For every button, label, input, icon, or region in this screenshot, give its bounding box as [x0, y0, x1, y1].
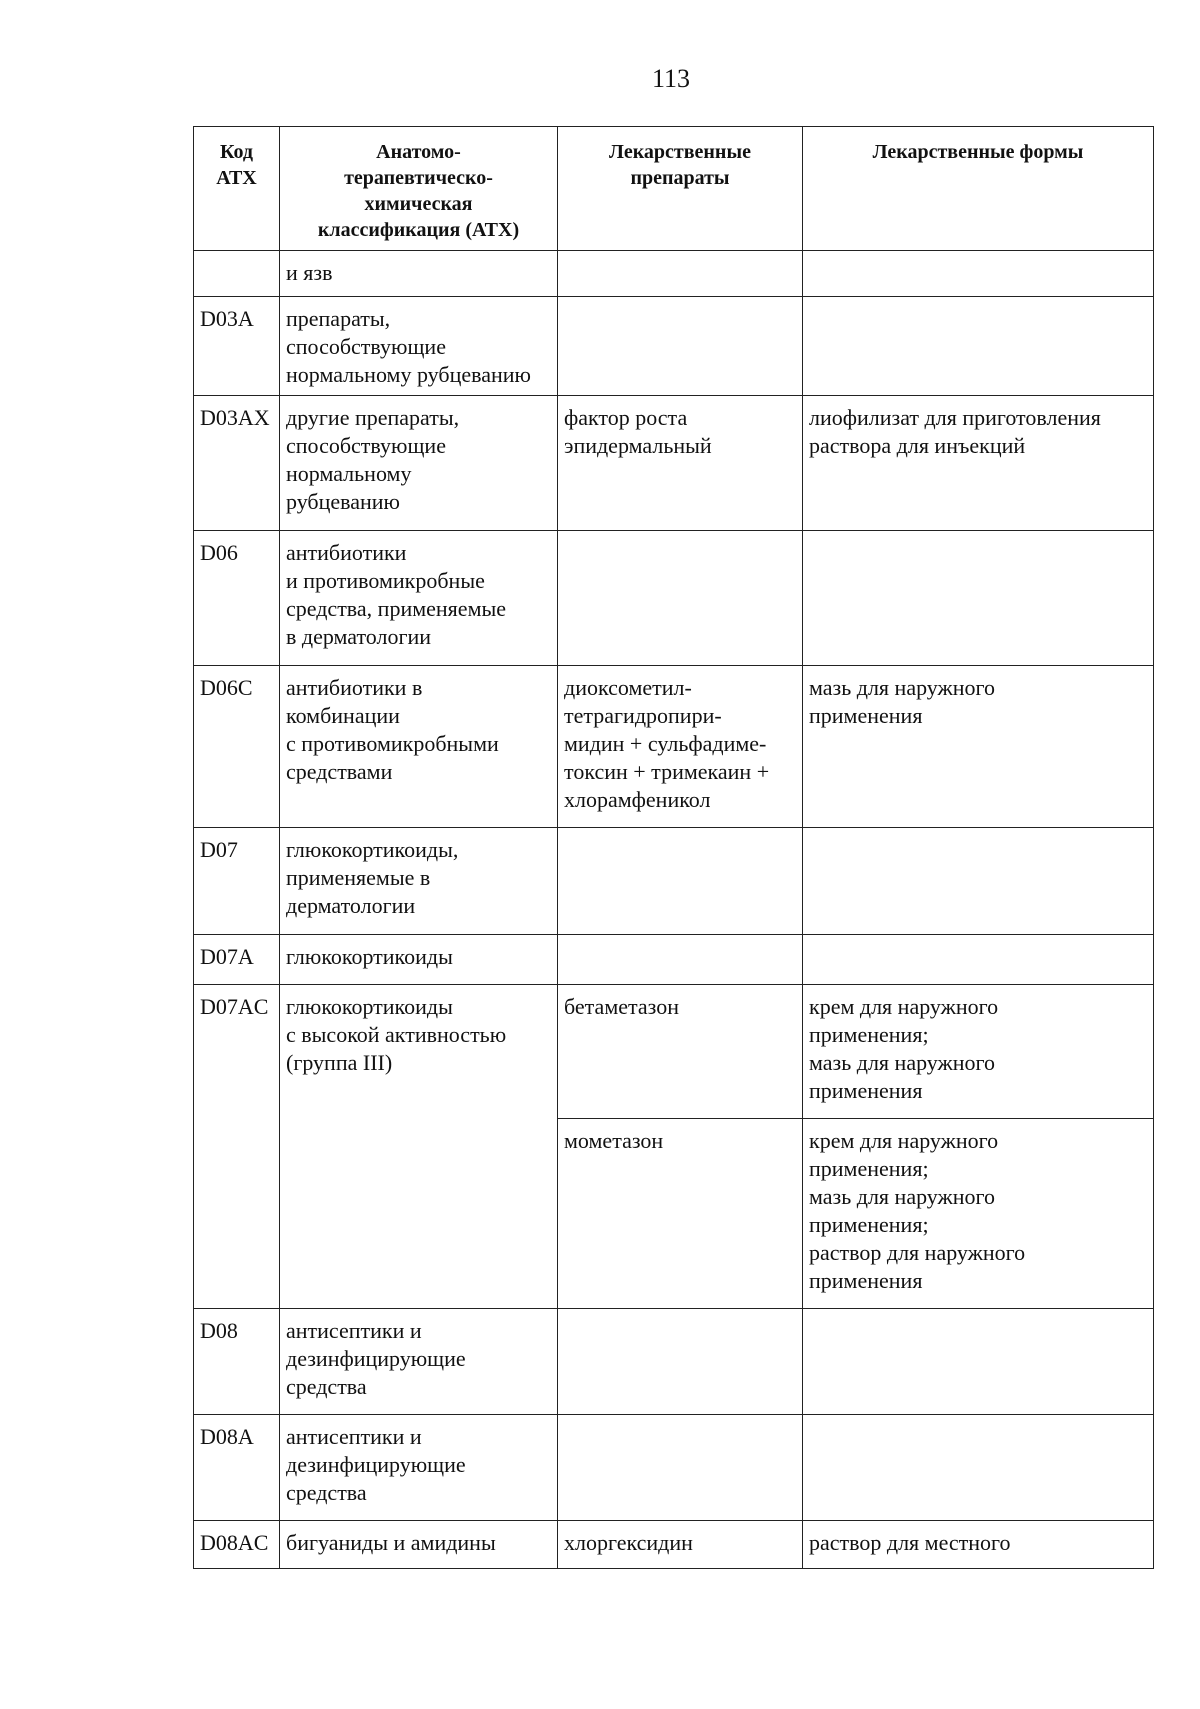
cell-code: D06C: [194, 666, 280, 828]
cell-classification: бигуаниды и амидины: [280, 1521, 558, 1569]
table-row: [194, 297, 1154, 396]
atx-classification-table: [193, 126, 1154, 1569]
table-row: [194, 1521, 1154, 1569]
cell-drug: [558, 1415, 803, 1521]
cell-code: D07AC: [194, 985, 280, 1309]
cell-form: крем для наружного применения; мазь для наружного применения: [803, 985, 1154, 1119]
cell-classification: антибиотики и противомикробные средства, применяемые в дерматологии: [280, 531, 558, 666]
cell-form: [803, 828, 1154, 935]
cell-drug: мометазон: [558, 1119, 803, 1309]
cell-classification: препараты, способствующие нормальному рубцеванию: [280, 297, 558, 396]
table-row: [194, 828, 1154, 935]
table-row: [194, 1309, 1154, 1415]
cell-code: D07A: [194, 935, 280, 985]
cell-drug: [558, 828, 803, 935]
header-code: Код АТХ: [194, 127, 280, 251]
cell-drug: бетаметазон: [558, 985, 803, 1119]
cell-drug: [558, 297, 803, 396]
cell-form: [803, 935, 1154, 985]
cell-code: D07: [194, 828, 280, 935]
cell-form: [803, 531, 1154, 666]
cell-form: крем для наружного применения; мазь для наружного применения; раствор для наружного применения: [803, 1119, 1154, 1309]
cell-code: D08A: [194, 1415, 280, 1521]
cell-drug: [558, 1309, 803, 1415]
cell-form: [803, 1415, 1154, 1521]
table-header-row: [194, 127, 1154, 251]
table-row: [194, 251, 1154, 297]
cell-code: D03A: [194, 297, 280, 396]
cell-form: мазь для наружного применения: [803, 666, 1154, 828]
cell-code: [194, 251, 280, 297]
cell-code: D08: [194, 1309, 280, 1415]
cell-classification: глюкокортикоиды с высокой активностью (группа III): [280, 985, 558, 1309]
cell-drug: [558, 531, 803, 666]
cell-form: [803, 297, 1154, 396]
table-row: [194, 666, 1154, 828]
cell-drug: [558, 935, 803, 985]
cell-form: [803, 1309, 1154, 1415]
header-forms: Лекарственные формы: [803, 127, 1154, 251]
table-row: [194, 935, 1154, 985]
table-row: [194, 985, 1154, 1119]
cell-classification: антибиотики в комбинации с противомикробными средствами: [280, 666, 558, 828]
cell-drug: диоксометил- тетрагидропири- мидин + сульфадиме- токсин + тримекаин + хлорамфеникол: [558, 666, 803, 828]
cell-drug: фактор роста эпидермальный: [558, 396, 803, 531]
cell-form: лиофилизат для приготовления раствора для инъекций: [803, 396, 1154, 531]
cell-form: [803, 251, 1154, 297]
cell-classification: другие препараты, способствующие нормальному рубцеванию: [280, 396, 558, 531]
header-drugs: Лекарственные препараты: [558, 127, 803, 251]
cell-classification: антисептики и дезинфицирующие средства: [280, 1415, 558, 1521]
table-row: [194, 1415, 1154, 1521]
cell-classification: антисептики и дезинфицирующие средства: [280, 1309, 558, 1415]
header-classification: Анатомо- терапевтическо- химическая классификация (АТХ): [280, 127, 558, 251]
cell-classification: глюкокортикоиды, применяемые в дерматологии: [280, 828, 558, 935]
cell-form: раствор для местного: [803, 1521, 1154, 1569]
cell-code: D06: [194, 531, 280, 666]
table-row: [194, 396, 1154, 531]
cell-drug: хлоргексидин: [558, 1521, 803, 1569]
cell-classification: глюкокортикоиды: [280, 935, 558, 985]
cell-classification: и язв: [280, 251, 558, 297]
cell-code: D08AC: [194, 1521, 280, 1569]
page-number: 113: [651, 64, 691, 93]
table-row: [194, 531, 1154, 666]
cell-drug: [558, 251, 803, 297]
cell-code: D03AX: [194, 396, 280, 531]
